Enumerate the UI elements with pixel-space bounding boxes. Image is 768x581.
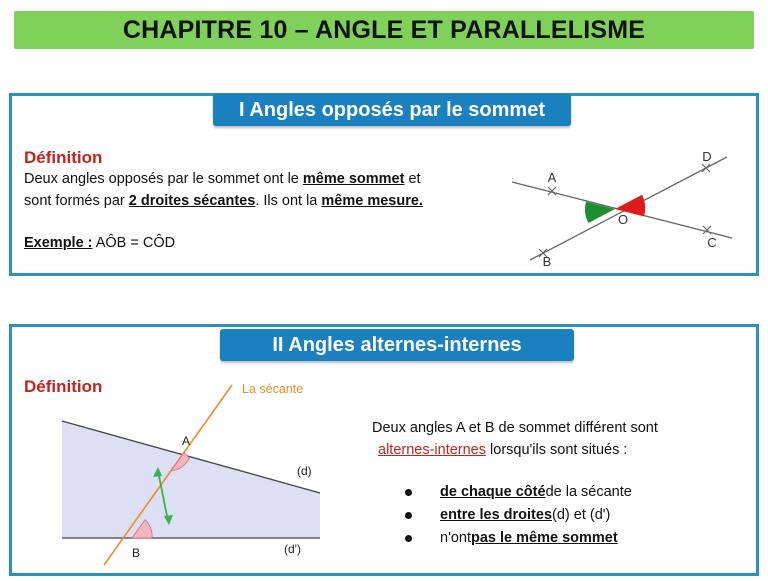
list-item: entre les droites (d) et (d') [405,504,632,527]
label-d: D [702,149,712,164]
bullet-icon [405,535,412,542]
definition-line-2: sont formés par 2 droites sécantes. Ils ont la même mesure. [24,193,423,209]
example-line [24,232,175,254]
label-o: O [617,212,629,227]
label-c: C [707,235,717,250]
definition-label-1: Définition [24,148,103,167]
example-label: Exemple : [24,235,93,251]
band-between-lines [62,421,320,538]
label-a: A [547,170,557,185]
section-header-2-text: II Angles alternes-internes [272,333,522,356]
list-item: n'ont pas le même sommet [405,527,632,550]
list-item: de chaque côté de la sécante [405,481,632,504]
alternate-angles-figure [52,375,342,575]
section-header-2 [220,329,574,361]
line-d-prime-label: (d') [284,542,301,556]
definition-text-1 [24,168,484,212]
section-header-1 [213,94,571,126]
bullet-icon [405,512,412,519]
section-alternate-interior-angles [9,324,759,576]
point-a-label: A [182,434,191,448]
term-alternes-internes: alternes-internes [378,442,486,458]
bullet-icon [405,489,412,496]
section-header-1-text: I Angles opposés par le sommet [238,98,545,121]
example-text: AÔB = CÔD [92,235,176,251]
section-opposite-angles [9,93,759,276]
secant-label: La sécante [242,382,304,396]
chapter-title: CHAPITRE 10 – ANGLE ET PARALLELISME [122,15,646,44]
desc-line-2: alternes-internes lorsqu'ils sont situés : [378,442,628,458]
conditions-list [405,481,632,550]
opposite-angles-figure [502,144,752,269]
desc-line-1: Deux angles A et B de sommet différent sont [372,420,658,436]
definition-line-1: Deux angles opposés par le sommet ont le même sommet et [24,171,421,187]
line-d-label: (d) [297,464,312,478]
definition-text-2 [372,417,752,461]
point-b-label: B [132,546,141,560]
label-b: B [542,254,552,269]
chapter-title-bar [14,11,754,49]
definition-label-2: Définition [24,377,103,396]
